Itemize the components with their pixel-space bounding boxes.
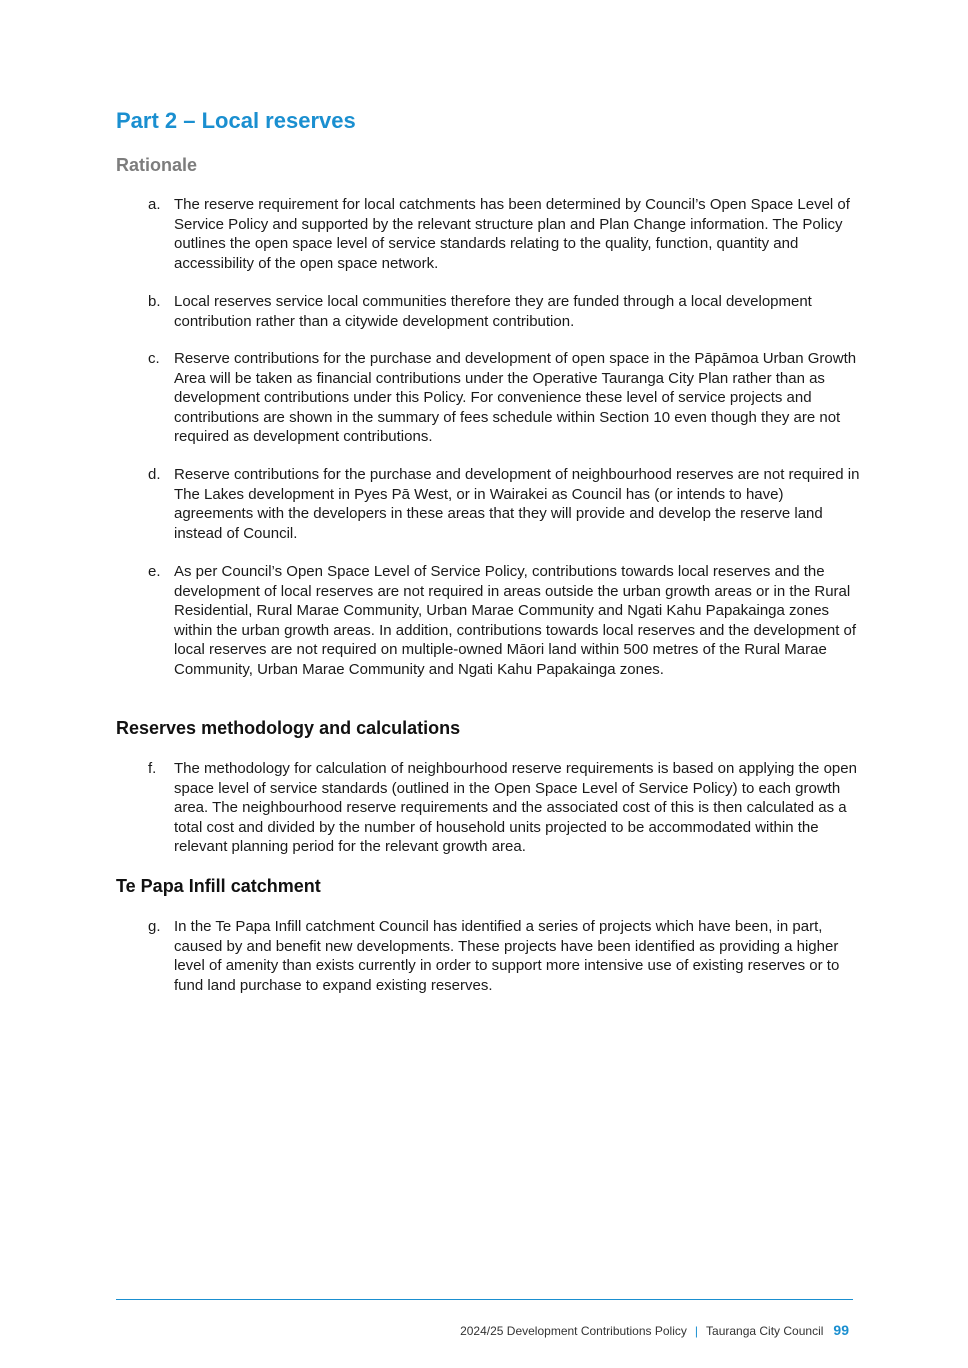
list-item-text: Local reserves service local communities therefore they are funded through a local development contribution rather than a citywide development contribution. — [174, 293, 812, 330]
list-item-text: Reserve contributions for the purchase and development of open space in the Pāpāmoa Urban Growth Area will be taken as financial contributions under the Operative Tauranga City Plan rather than as development contributions under this Policy. For convenience these level of service projects and contributions are shown in the summary of fees schedule within Section 10 even though they are not required as development contributions. — [174, 350, 857, 446]
list-marker: b. — [148, 293, 161, 310]
list-item-f — [148, 759, 860, 857]
page-number: 99 — [833, 1322, 849, 1338]
list-item-g — [148, 917, 860, 995]
list-marker: c. — [148, 350, 160, 367]
list-item-b — [148, 292, 860, 331]
list-marker: f. — [148, 760, 157, 777]
list-item-a — [148, 195, 860, 273]
list-item-text: In the Te Papa Infill catchment Council has identified a series of projects which have been, in part, caused by and benefit new developments. These projects have been identified as providing a higher level of amenity than exists currently in order to support more intensive use of existing reserves or to fund land purchase to expand existing reserves. — [174, 918, 840, 994]
footer-divider — [116, 1299, 853, 1300]
page-title: Part 2 – Local reserves — [116, 108, 356, 133]
methodology-heading: Reserves methodology and calculations — [116, 718, 461, 738]
rationale-heading: Rationale — [116, 155, 198, 175]
list-marker: d. — [148, 466, 161, 483]
list-item-text: As per Council’s Open Space Level of Service Policy, contributions towards local reserves and the development of local reserves are not required in areas outside the urban growth areas or in the Rural Residential, Rural Marae Community, Urban Marae Community and Ngati Kahu Papakainga zones within the urban growth areas. In addition, contributions towards local reserves and the development of local reserves are not required on multiple-owned Māori land within 500 metres of the Rural Marae Community, Urban Marae Community and Ngati Kahu Papakainga zones. — [174, 563, 857, 678]
list-marker: a. — [148, 196, 161, 213]
footer-document-title: 2024/25 Development Contributions Policy — [460, 1324, 687, 1338]
page-footer — [460, 1322, 849, 1338]
footer-separator: | — [694, 1324, 699, 1338]
list-marker: e. — [148, 563, 161, 580]
te-papa-heading: Te Papa Infill catchment — [116, 876, 321, 896]
list-item-e — [148, 562, 860, 680]
list-item-text: The reserve requirement for local catchments has been determined by Council’s Open Space Level of Service Policy and supported by the relevant structure plan and Plan Change information. The Policy outlines the open space level of service standards relating to the quality, function, quantity and accessibility of the open space network. — [174, 196, 850, 272]
list-marker: g. — [148, 918, 161, 935]
list-item-c — [148, 349, 860, 447]
list-item-text: The methodology for calculation of neighbourhood reserve requirements is based on applying the open space level of service standards (outlined in the Open Space Level of Service Policy) to each growth area. The neighbourhood reserve requirements and the associated cost of this is then calculated as a total cost and divided by the number of household units projected to be accommodated within the relevant planning period for the relevant growth area. — [174, 760, 857, 856]
list-item-d — [148, 465, 860, 543]
footer-organisation: Tauranga City Council — [706, 1324, 824, 1338]
list-item-text: Reserve contributions for the purchase and development of neighbourhood reserves are not required in The Lakes development in Pyes Pā West, or in Wairakei as Council has (or intends to have) agreements with the developers in these areas that they will provide and develop the reserve land instead of Council. — [174, 466, 860, 542]
